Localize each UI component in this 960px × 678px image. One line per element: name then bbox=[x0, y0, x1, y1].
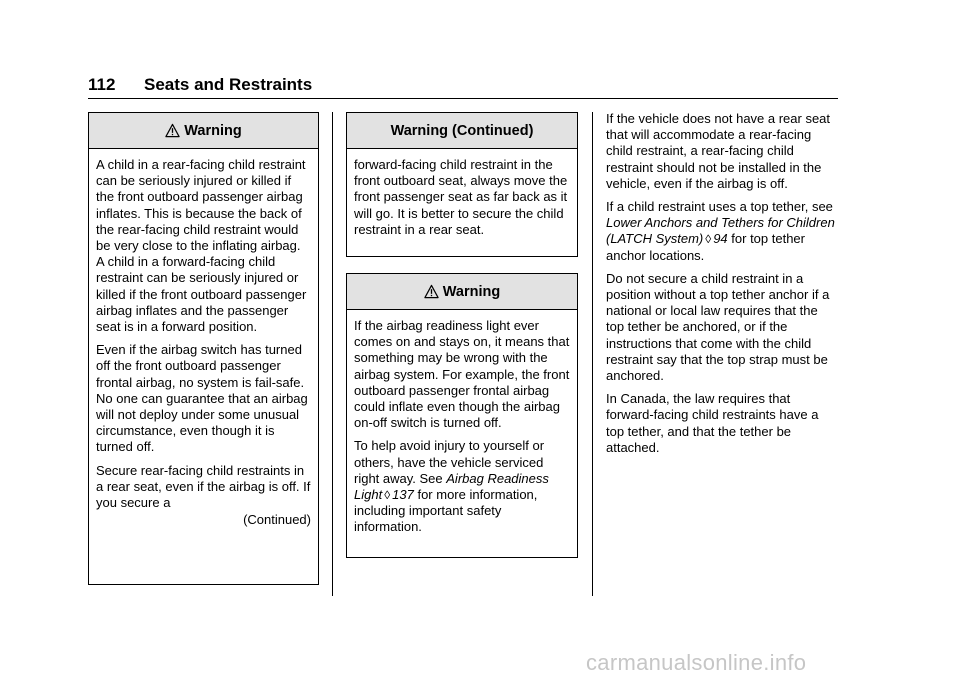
text-run: If a child restraint uses a top tether, see bbox=[606, 199, 833, 215]
warning-triangle-icon bbox=[424, 284, 439, 299]
page-ref-icon: ◊ bbox=[384, 488, 391, 503]
column-divider-2 bbox=[592, 112, 593, 596]
paragraph bbox=[606, 199, 838, 264]
warning-box-title: Warning bbox=[184, 122, 242, 139]
cross-reference-link[interactable]: Lower Anchors and Tethers for Children (LATCH System) bbox=[606, 215, 835, 247]
page-ref-icon: ◊ bbox=[705, 232, 712, 247]
warning-box-title: Warning (Continued) bbox=[390, 122, 534, 139]
page-reference[interactable]: 94 bbox=[713, 231, 728, 247]
paragraph: Secure rear-facing child restraints in a rear seat, even if the airbag is off. If you secure a bbox=[96, 462, 311, 511]
paragraph bbox=[354, 438, 570, 535]
page-reference[interactable]: 137 bbox=[392, 487, 414, 503]
warning-box-header bbox=[89, 113, 318, 149]
cross-reference-link[interactable]: Airbag Readiness Light bbox=[354, 470, 549, 503]
section-title: Seats and Restraints bbox=[144, 75, 313, 94]
warning-box-body bbox=[347, 310, 577, 547]
continued-label: (Continued) bbox=[243, 512, 311, 528]
page-header bbox=[88, 70, 838, 100]
paragraph: forward-facing child restraint in the front outboard seat, always move the front passenger seat as far back as it will go. It is better to secure the child restraint in a rear seat. bbox=[354, 157, 568, 237]
warning-box-body bbox=[347, 149, 577, 249]
column-divider-1 bbox=[332, 112, 333, 596]
page-number: 112 bbox=[88, 75, 116, 94]
text-run: To help avoid injury to yourself or others, have the vehicle serviced right away. See bbox=[354, 438, 545, 486]
body-column-3 bbox=[606, 111, 838, 463]
paragraph: If the airbag readiness light ever comes on and stays on, it means that something may be wrong with the airbag system. For example, the front outboard passenger frontal airbag could inflate even though the airbag on-off switch is turned off. bbox=[354, 318, 570, 431]
text-run: for more information, including important safety information. bbox=[354, 487, 538, 535]
warning-continued-box bbox=[346, 112, 578, 257]
text-run: for top tether anchor locations. bbox=[606, 231, 805, 263]
warning-box-header bbox=[347, 113, 577, 149]
watermark: carmanualsonline.info bbox=[586, 650, 807, 675]
warning-box-1 bbox=[88, 112, 319, 585]
paragraph: A child in a rear-facing child restraint can be seriously injured or killed if the front outboard passenger airbag inflates. This is because the back of the rear-facing child restraint would be very close to the inflating airbag. A child in a forward-facing child restraint can be seriously injured or killed if the front outboard passenger airbag inflates and the passenger seat is in a forward position. bbox=[96, 157, 307, 335]
warning-box-body bbox=[89, 149, 318, 539]
warning-box-2 bbox=[346, 273, 578, 558]
paragraph: Do not secure a child restraint in a position without a top tether anchor if a national or local law requires that the top tether be anchored, or if the instructions that come with the child restraint say that the top strap must be anchored. bbox=[606, 270, 830, 384]
paragraph: If the vehicle does not have a rear seat that will accommodate a rear-facing child restraint, a rear-facing child restraint should not be installed in the vehicle, even if the airbag is off. bbox=[606, 111, 831, 191]
warning-box-title: Warning bbox=[442, 283, 501, 300]
paragraph: Even if the airbag switch has turned off the front outboard passenger frontal airbag, no system is fail-safe. No one can guarantee that an airbag will not deploy under some unusual circumstance, even though it is turned off. bbox=[96, 342, 308, 455]
warning-triangle-icon bbox=[165, 123, 180, 138]
paragraph: In Canada, the law requires that forward-facing child restraints have a top tether, and that the tether be attached. bbox=[606, 391, 819, 455]
warning-box-header bbox=[347, 274, 577, 310]
header-rule bbox=[88, 98, 838, 99]
